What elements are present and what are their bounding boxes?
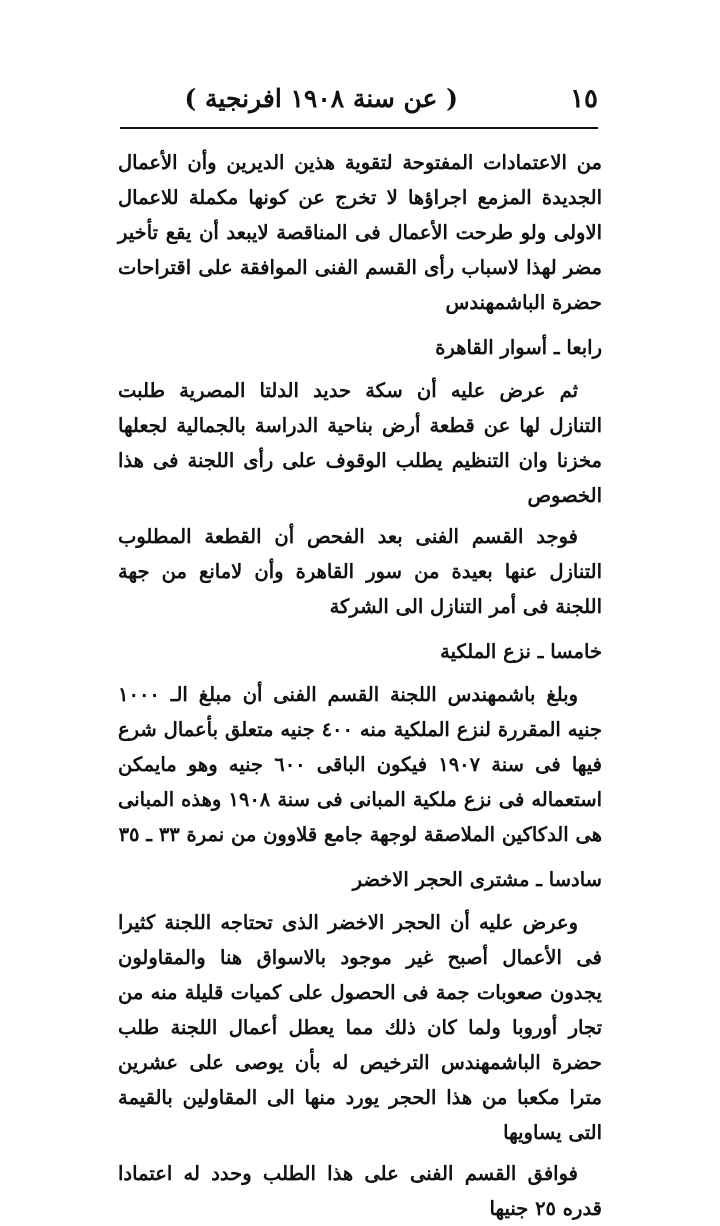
section-6-paragraph-2: فوافق القسم الفنى على هذا الطلب وحدد له اعتمادا قدره ٢٥ جنيها: [118, 1162, 602, 1220]
page-header: [120, 82, 598, 122]
running-title: ( عن سنة ١٩٠٨ افرنجية ): [184, 84, 458, 113]
section-title-6: سادسا ـ مشترى الحجر الاخضر: [352, 868, 602, 891]
body-text: [118, 145, 602, 1226]
section-5-paragraph-1: وبلغ باشمهندس اللجنة القسم الفنى أن مبلغ الـ ١٠٠٠ جنيه المقررة لنزع الملكية منه ٤٠٠ جنيه متعلق بأعمال شرع فيها فى سنة ١٩٠٧ فيكون الباقى ٦٠٠ جنيه وهو مايمكن استعماله فى نزع ملكية المبانى فى سنة ١٩٠٨ وهذه المبانى هى الدكاكين الملاصقة لوجهة جامع قلاوون من نمرة ٣٣ ـ ٣٥: [118, 683, 603, 846]
page-number: ١٥: [570, 84, 598, 114]
section-4-paragraph-1: ثم عرض عليه أن سكة حديد الدلتا المصرية طلبت التنازل لها عن قطعة أرض بناحية الدراسة بالجمالية لجعلها مخزنا وان التنظيم يطلب الوقوف على رأى اللجنة فى هذا الخصوص: [118, 379, 602, 507]
header-rule: [120, 127, 598, 129]
section-title-5: خامسا ـ نزع الملكية: [440, 640, 602, 663]
section-title-4: رابعا ـ أسوار القاهرة: [435, 336, 602, 359]
intro-paragraph: من الاعتمادات المفتوحة لتقوية هذين الديرين وأن الأعمال الجديدة المزمع اجراؤها لا تخرج عن كونها مكملة للاعمال الاولى ولو طرحت الأعمال فى المناقصة لايبعد أن يقع تأخير مضر لهذا لاسباب رأى القسم الفنى الموافقة على اقتراحات حضرة الباشمهندس: [118, 151, 602, 314]
section-6-paragraph-1: وعرض عليه أن الحجر الاخضر الذى تحتاجه اللجنة كثيرا فى الأعمال أصبح غير موجود بالاسواق هنا والمقاولون يجدون صعوبات جمة فى الحصول على كميات قليلة منه من تجار أوروبا ولما كان ذلك مما يعطل أعمال اللجنة طلب حضرة الباشمهندس الترخيص له بأن يوصى على عشرين مترا مكعبا من هذا الحجر يورد منها الى المقاولين بالقيمة التى يساويها: [118, 911, 602, 1144]
section-4-paragraph-2: فوجد القسم الفنى بعد الفحص أن القطعة المطلوب التنازل عنها بعيدة من سور القاهرة وأن لامانع من جهة اللجنة فى أمر التنازل الى الشركة: [118, 525, 602, 618]
